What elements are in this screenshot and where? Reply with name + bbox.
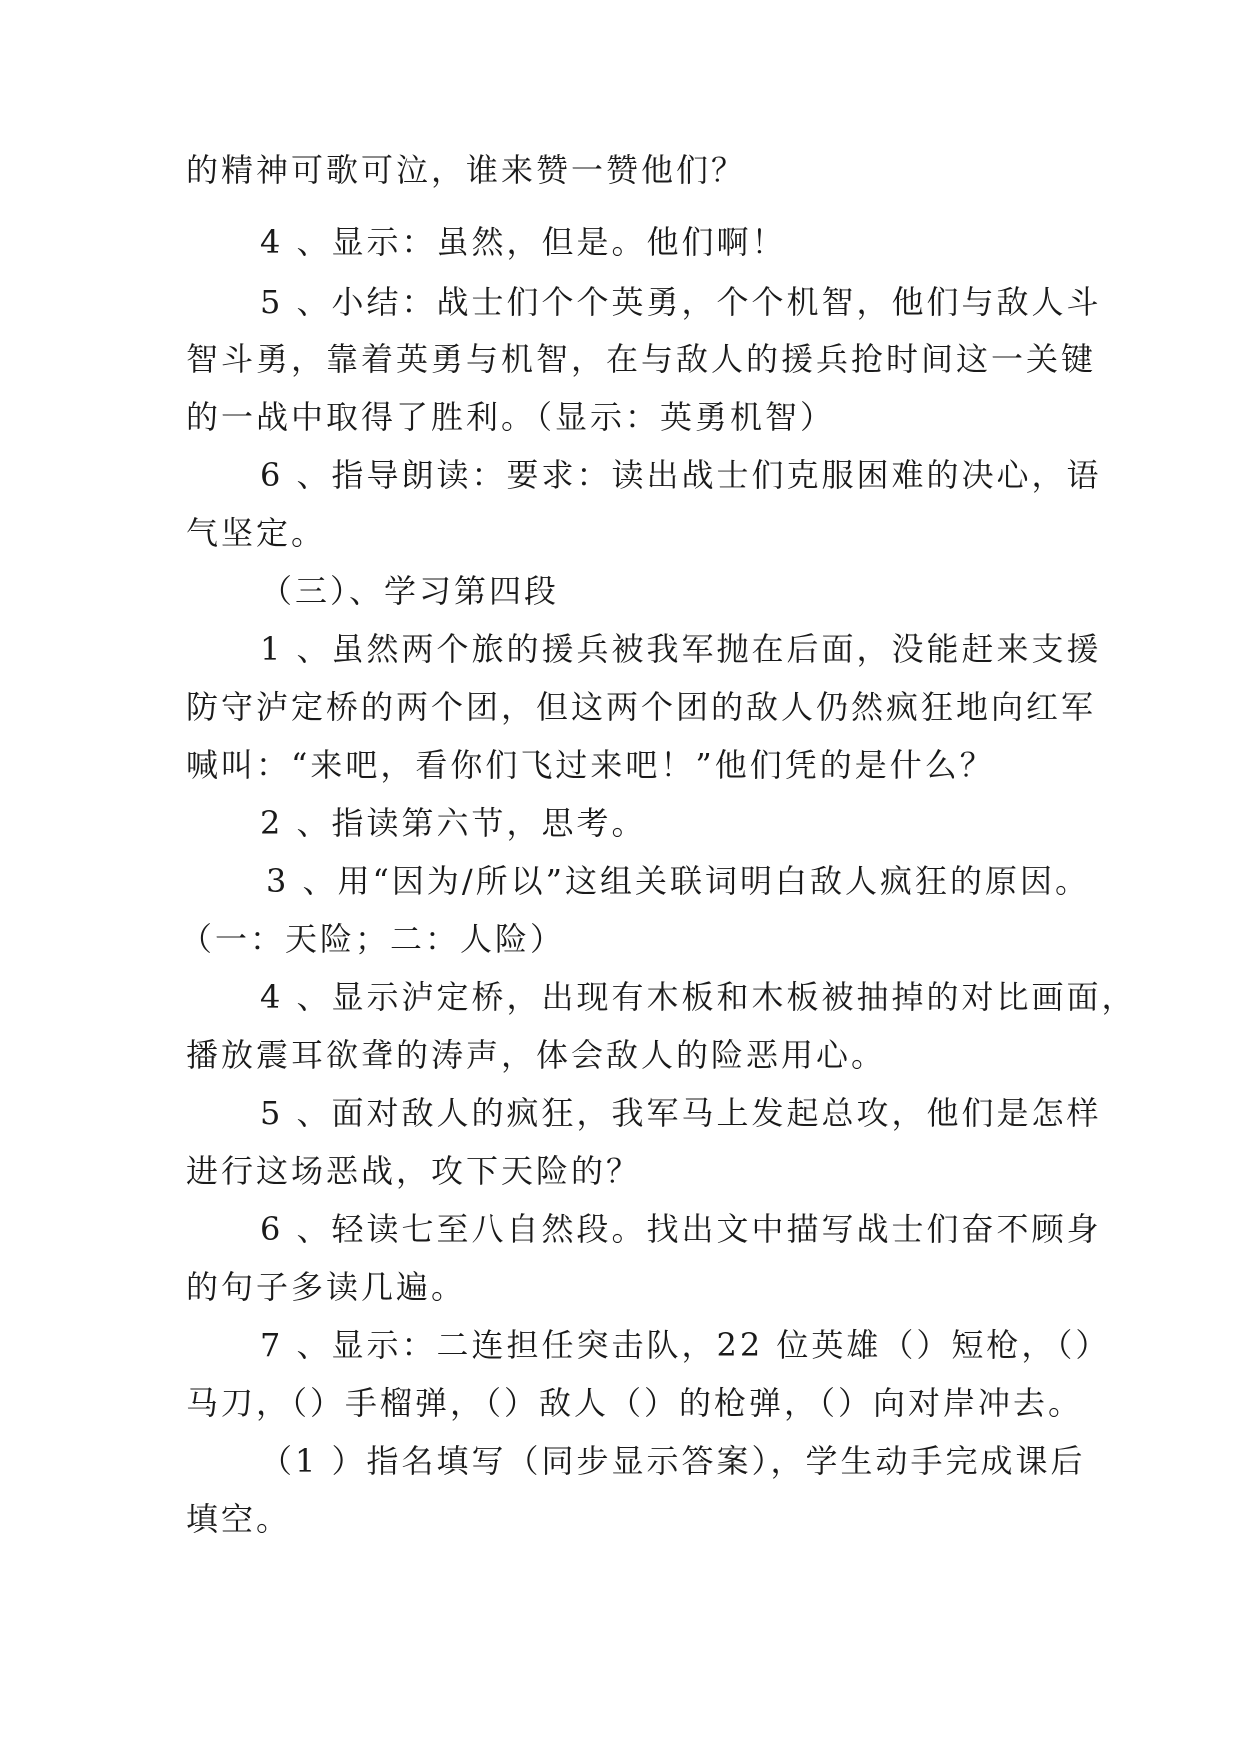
text-line: 的一战中取得了胜利。（显示：英勇机智） <box>186 398 836 436</box>
text-line: 播放震耳欲聋的涛声，体会敌人的险恶用心。 <box>186 1036 887 1074</box>
text-line: 6 、指导朗读：要求：读出战士们克服困难的决心，语 <box>260 456 1102 494</box>
text-line: 5 、面对敌人的疯狂，我军马上发起总攻，他们是怎样 <box>260 1094 1102 1132</box>
text-line: 2 、指读第六节，思考。 <box>260 804 647 842</box>
text-line: 的精神可歌可泣，谁来赞一赞他们？ <box>186 151 747 189</box>
text-line: 5 、小结：战士们个个英勇，个个机智，他们与敌人斗 <box>260 283 1102 321</box>
text-line: 3 、用“因为/所以”这组关联词明白敌人疯狂的原因。 <box>266 862 1091 900</box>
text-line: 4 、显示：虽然，但是。他们啊！ <box>260 223 787 261</box>
text-line: 智斗勇，靠着英勇与机智，在与敌人的援兵抢时间这一关键 <box>186 340 1097 378</box>
text-line: 进行这场恶战，攻下天险的？ <box>186 1152 642 1190</box>
text-line: 喊叫：“来吧，看你们飞过来吧！”他们凭的是什么？ <box>186 746 995 784</box>
text-line: （一：天险；二：人险） <box>180 920 566 958</box>
text-line: 马刀，（）手榴弹，（）敌人（）的枪弹，（）向对岸冲去。 <box>186 1384 1084 1422</box>
text-line: （1 ）指名填写（同步显示答案），学生动手完成课后 <box>260 1442 1086 1480</box>
text-line: 4 、显示泸定桥，出现有木板和木板被抽掉的对比画面， <box>260 978 1137 1016</box>
text-line: 1 、虽然两个旅的援兵被我军抛在后面，没能赶来支援 <box>260 630 1102 668</box>
section-heading: （三）、学习第四段 <box>260 572 560 610</box>
text-line: 7 、显示：二连担任突击队，22 位英雄（）短枪，（） <box>260 1326 1111 1364</box>
text-line: 气坚定。 <box>186 514 327 552</box>
text-line: 防守泸定桥的两个团，但这两个团的敌人仍然疯狂地向红军 <box>186 688 1097 726</box>
text-line: 填空。 <box>186 1500 292 1538</box>
text-line: 6 、轻读七至八自然段。找出文中描写战士们奋不顾身 <box>260 1210 1102 1248</box>
text-line: 的句子多读几遍。 <box>186 1268 467 1306</box>
